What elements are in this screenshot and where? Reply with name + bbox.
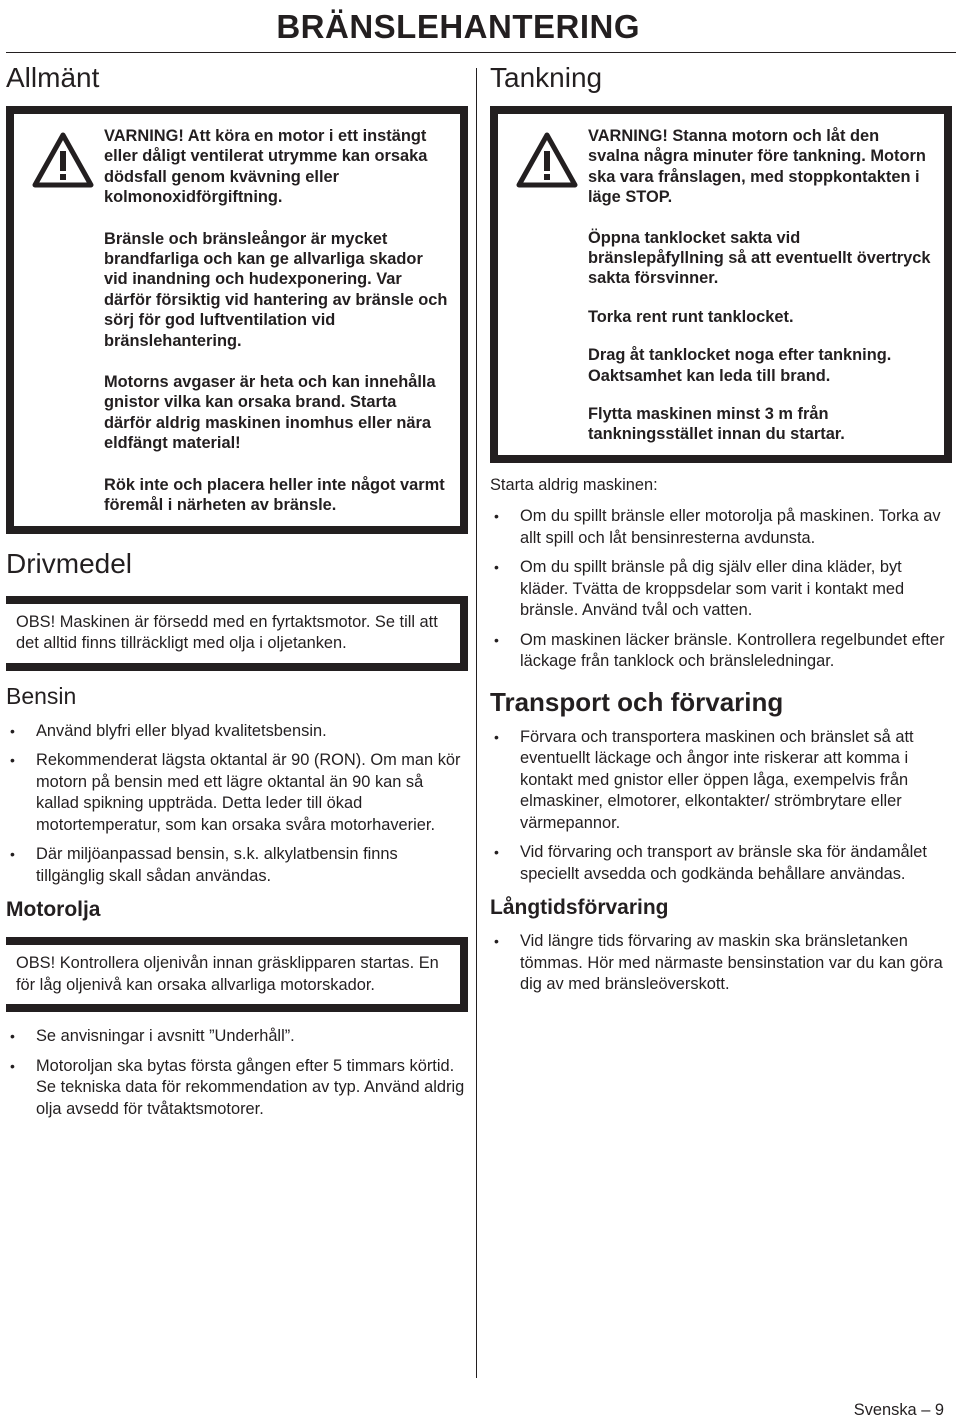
section-heading-bensin: Bensin bbox=[6, 682, 77, 709]
page-number: Svenska – 9 bbox=[853, 1401, 944, 1419]
right-column bbox=[490, 56, 952, 1004]
section-heading-drivmedel: Drivmedel bbox=[6, 547, 133, 579]
warning-paragraph: Flytta maskinen minst 3 m från tankningsstället innan du startar. bbox=[588, 405, 845, 444]
list-item: • Vid förvaring och transport av bränsle ska för ändamålet speciellt avsedda och godkända behållare användas. bbox=[490, 842, 952, 885]
motorolja-list bbox=[6, 1026, 468, 1120]
note-text: OBS! Maskinen är försedd med en fyrtaktsmotor. Se till att det alltid finns tillräckligt med olja i oljetanken. bbox=[16, 612, 438, 652]
page-title: BRÄNSLEHANTERING bbox=[276, 8, 640, 45]
tankning-list bbox=[490, 506, 952, 673]
header-rule bbox=[6, 52, 956, 53]
list-item: • Om maskinen läcker bränsle. Kontrollera regelbundet efter läckage från tanklock och bränsleledningar. bbox=[490, 630, 952, 673]
warning-paragraph: VARNING! Stanna motorn och låt den svalna några minuter före tankning. Motorn ska vara frånslagen, med stoppkontakten i läge STOP. bbox=[588, 127, 926, 207]
list-item: • Se anvisningar i avsnitt ”Underhåll”. bbox=[6, 1026, 468, 1048]
list-item: • Där miljöanpassad bensin, s.k. alkylatbensin finns tillgänglig skall sådan användas. bbox=[6, 844, 468, 887]
list-item: • Rekommenderat lägsta oktantal är 90 (RON). Om man kör motorn på bensin med ett lägre oktantal än 90 kan så kallad spikning uppträda. Detta leder till ökad motortemperatur, som kan orsaka svåra motorhaverier. bbox=[6, 750, 468, 836]
list-item: • Vid längre tids förvaring av maskin ska bränsletanken tömmas. Hör med närmaste bensinstation var du kan göra dig av med bränsleöverskott. bbox=[490, 931, 952, 996]
section-heading-tankning: Tankning bbox=[490, 62, 603, 93]
warning-triangle-icon bbox=[32, 132, 94, 188]
left-column bbox=[6, 56, 468, 1128]
warning-paragraph: Bränsle och bränsleångor är mycket brandfarliga och kan ge allvarliga skador vid inandning och hudexponering. Var därför försiktig vid hantering av bränsle och sörj för god luftventilation vid bränslehantering. bbox=[104, 229, 448, 350]
list-item: • Om du spillt bränsle eller motorolja på maskinen. Torka av allt spill och låt bensinresterna avdunsta. bbox=[490, 506, 952, 549]
warning-text bbox=[104, 126, 448, 516]
list-item: • Använd blyfri eller blyad kvalitetsbensin. bbox=[6, 721, 468, 743]
note-text: OBS! Kontrollera oljenivån innan gräsklipparen startas. En för låg oljenivå kan orsaka allvarliga motorskador. bbox=[16, 954, 439, 994]
list-item: • Om du spillt bränsle på dig själv eller dina kläder, byt kläder. Tvätta de kroppsdelar som varit i kontakt med bränsle. Använd tvål och vatten. bbox=[490, 557, 952, 622]
warning-box-general bbox=[6, 106, 468, 534]
section-heading-transport: Transport och förvaring bbox=[490, 686, 784, 717]
transport-list bbox=[490, 727, 952, 886]
warning-box-tankning bbox=[490, 106, 952, 463]
list-item: • Förvara och transportera maskinen och bränslet så att eventuellt läckage och ångor inte riskerar att komma i kontakt med gnistor eller öppen låga, exempelvis från elmaskiner, elmotorer, elkontakter/ strömbrytare eller värmepannor. bbox=[490, 727, 952, 835]
note-box-drivmedel bbox=[6, 596, 468, 671]
warning-paragraph: Öppna tanklocket sakta vid bränslepåfyllning så att eventuellt övertryck sakta försvinner. bbox=[588, 228, 931, 288]
langtid-list bbox=[490, 931, 952, 996]
tankning-intro: Starta aldrig maskinen: bbox=[490, 475, 658, 494]
warning-paragraph: Rök inte och placera heller inte något varmt föremål i närheten av bränsle. bbox=[104, 475, 445, 515]
warning-text bbox=[588, 126, 932, 445]
warning-paragraph: Drag åt tanklocket noga efter tankning. Oaktsamhet kan leda till brand. bbox=[588, 346, 892, 385]
section-heading-langtid: Långtidsförvaring bbox=[490, 896, 669, 920]
note-box-motorolja bbox=[6, 937, 468, 1012]
section-heading-motorolja: Motorolja bbox=[6, 898, 101, 921]
warning-triangle-icon bbox=[516, 132, 578, 188]
bensin-list bbox=[6, 721, 468, 888]
column-divider bbox=[476, 68, 477, 1378]
list-item: • Motoroljan ska bytas första gången efter 5 timmars körtid. Se tekniska data för rekommendation av typ. Använd aldrig olja avsedd för tvåtaktsmotorer. bbox=[6, 1056, 468, 1121]
section-heading-allmant: Allmänt bbox=[6, 62, 100, 93]
warning-paragraph: Motorns avgaser är heta och kan innehålla gnistor vilka kan orsaka brand. Starta därför aldrig maskinen inomhus eller nära eldfängt material! bbox=[104, 373, 436, 453]
warning-paragraph: Torka rent runt tanklocket. bbox=[588, 307, 794, 326]
warning-paragraph: VARNING! Att köra en motor i ett instängt eller dåligt ventilerat utrymme kan orsaka dödsfall genom kvävning eller kolmonoxidförgiftning. bbox=[104, 127, 428, 207]
